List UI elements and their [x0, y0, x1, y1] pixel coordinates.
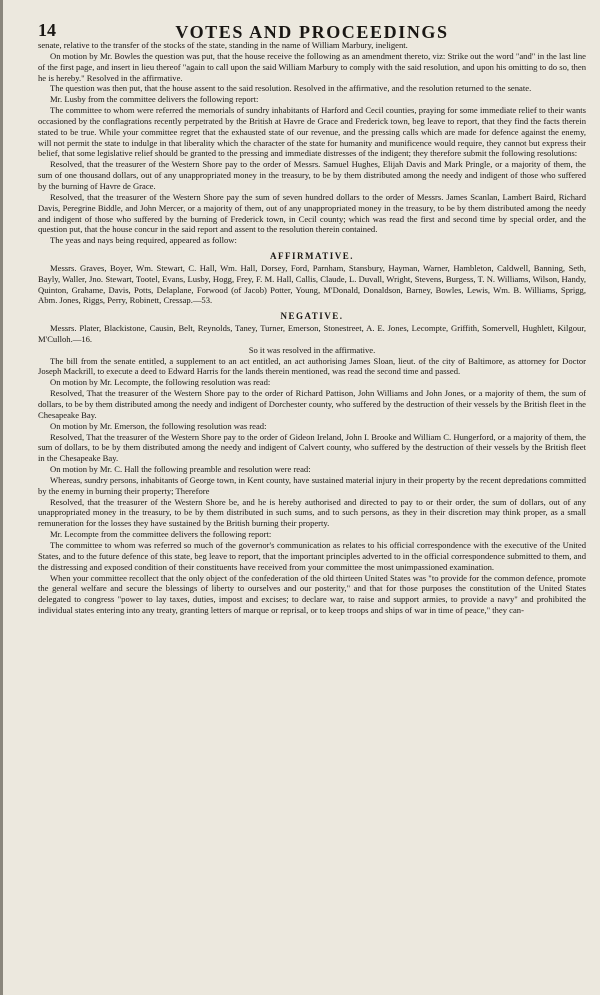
paragraph: Mr. Lecompte from the committee delivers the following report: — [50, 529, 272, 540]
preamble-paragraph: Whereas, sundry persons, inhabitants of George town, in Kent county, have sustained material injury in their property by the recent depredations committed by the enemy in burning their property; Therefore — [38, 474, 587, 496]
paragraph: The bill from the senate entitled, a supplement to an act entitled, an act authorising James Sloan, lieut. of the city of Baltimore, as attorney for Doctor Joseph Mackrill, to execute a deed to Edward Harris for the lands therein mentioned, was read the second time and passed. — [38, 355, 586, 377]
paragraph: The question was then put, that the house assent to the said resolution. Resolved in the affirmative, and the resolution returned to the senate. — [50, 83, 532, 94]
negative-names: Messrs. Plater, Blackistone, Causin, Belt, Reynolds, Taney, Turner, Emerson, Stonestreet, A. E. Jones, Lecompte, Griffith, Somervell, Hughlett, Kilgour, M'Culloh.—16. — [38, 323, 586, 344]
paragraph: On motion by Mr. C. Hall the following preamble and resolution were read: — [50, 464, 311, 475]
resolution-paragraph: Resolved, that the treasurer of the Western Shore pay to the order of Messrs. Samuel Hughes, Elijah Davis and Mark Pringle, or a majority of them, the sum of one thousand dollars, out of any unappropriated money in the treasury, to be by them distributed among the needy and indigent of those who suffered by the burning of Havre de Grace. — [38, 159, 586, 191]
page-header — [38, 0, 586, 40]
paragraph: When your committee recollect that the only object of the confederation of the old thirteen United States was "to provide for the common defence, promote the general welfare and secure the blessings of liberty to ourselves and our posterity," and that for those purposes the constitution of the United States delegated to congress "power to lay taxes, duties, impost and excises; to declare war, to raise and support armies, to provide a navy" and prohibited the individual states entering into any treaty, granting letters of marque or reprisal, or to keep troops and ships of war in time of peace," they can- — [38, 572, 586, 616]
paragraph: The committee to whom were referred the memorials of sundry inhabitants of Harford and Cecil counties, praying for some immediate relief to their wants occasioned by the conflagrations recently perpetrated by the British at Havre de Grace and Frederick town, beg leave to report, that they find the facts therein stated to be true. While your committee regret that the exhausted state of our revenue, and the pressing calls which are made for defence against the enemy, will not permit the state to indulge in that liberality which the character of the state for humanity and munificence would require, they cannot but express their belief, that some legislative relief should be granted to the pressing and immediate distresses of the indigent; they therefore submit the following resolutions: — [38, 105, 586, 159]
resolution-paragraph: Resolved, That the treasurer of the Western Shore pay to the order of Richard Pattison, John Williams and John Jones, or a majority of them, the sum of dollars, to be by them distributed among the needy and indigent of Dorchester county, who suffered by the destruction of their vessels by the British fleet in the Chesapeake Bay. — [38, 388, 586, 420]
paragraph: On motion by Mr. Emerson, the following resolution was read: — [50, 420, 267, 431]
affirmative-heading: AFFIRMATIVE. — [269, 251, 355, 262]
running-title: VOTES AND PROCEEDINGS — [175, 22, 449, 42]
resolution-paragraph: Resolved, That the treasurer of the Western Shore pay to the order of Gideon Ireland, John I. Brooke and William C. Hungerford, or a majority of them, the sum of dollars, to be by them distributed among the needy and indigent of Calvert county, who suffered by the destruction of their vessels by the British fleet in the Chesapeake Bay. — [38, 431, 586, 464]
affirmative-names: Messrs. Graves, Boyer, Wm. Stewart, C. Hall, Wm. Hall, Dorsey, Ford, Parnham, Stansbury, Hayman, Warner, Hambleton, Caldwell, Banning, Seth, Bayly, Waller, Jno. Stewart, Tootel, Evans, Lusby, Hogg, Frey, F. M. Hall, Callis, Claude, L. Duvall, Wright, Stevens, Burgess, T. N. Williams, Wilson, Handy, Quinton, Grahame, Davis, Potts, Delaplane, Forwood (of Jacob) Potter, Young, M'Donald, Donaldson, Barney, Bowles, Lewis, Wm. B. Williams, Sprigg, Abm. Jones, Riggs, Perry, Robinett, Cressap.—53. — [38, 262, 586, 306]
vote-result: So it was resolved in the affirmative. — [248, 344, 376, 355]
paragraph: The yeas and nays being required, appeared as follow: — [50, 235, 237, 246]
binding-edge — [0, 0, 3, 995]
paragraph: Mr. Lusby from the committee delivers the following report: — [50, 94, 259, 105]
paragraph: On motion by Mr. Lecompte, the following resolution was read: — [50, 377, 271, 388]
resolution-paragraph: Resolved, that the treasurer of the Western Shore be, and he is hereby authorised and directed to pay to or their order, the sum of dollars, out of any unappropriated money in the treasury, to be by them distributed in such sums, and to such persons, as they in their discretion may think proper, as a small remuneration for the losses they have sustained by the British burning their property. — [38, 496, 586, 529]
resolution-paragraph: Resolved, that the treasurer of the Western Shore pay the sum of seven hundred dollars to the order of Messrs. James Scanlan, Lambert Baird, Richard Davis, Peregrine Biddle, and John Mercer, or a majority of them, out of any unappropriated money in the treasury, to be by them distributed among the needy and indigent of those who suffered by the burning of Frederick town, in Cecil county; which was read the first and second time by special order, and the question put, that the house concur in the said report and assent to the resolution therein contained. — [38, 191, 586, 235]
page-number: 14 — [38, 20, 56, 40]
page-body — [38, 40, 586, 616]
paragraph: On motion by Mr. Bowles the question was put, that the house receive the following as an amendment thereto, viz: Strike out the word "and" in the last line of the first page, and insert in lieu thereof "again to call upon the said William Marbury to comply with the said resolution, and upon his omitting to do so, then he is hereby." Resolved in the affirmative. — [38, 50, 586, 83]
negative-heading: NEGATIVE. — [280, 311, 344, 322]
paragraph: senate, relative to the transfer of the stocks of the state, standing in the name of William Marbury, ineligent. — [38, 40, 408, 50]
paragraph: The committee to whom was referred so much of the governor's communication as relates to his official correspondence with the executive of the United States, and to the future defence of this state, beg leave to report, that the important principles adverted to in the official correspondence submitted to them, and the distressing and exposed condition of their constituents have received from your committee the most unimpassioned examination. — [38, 539, 586, 572]
